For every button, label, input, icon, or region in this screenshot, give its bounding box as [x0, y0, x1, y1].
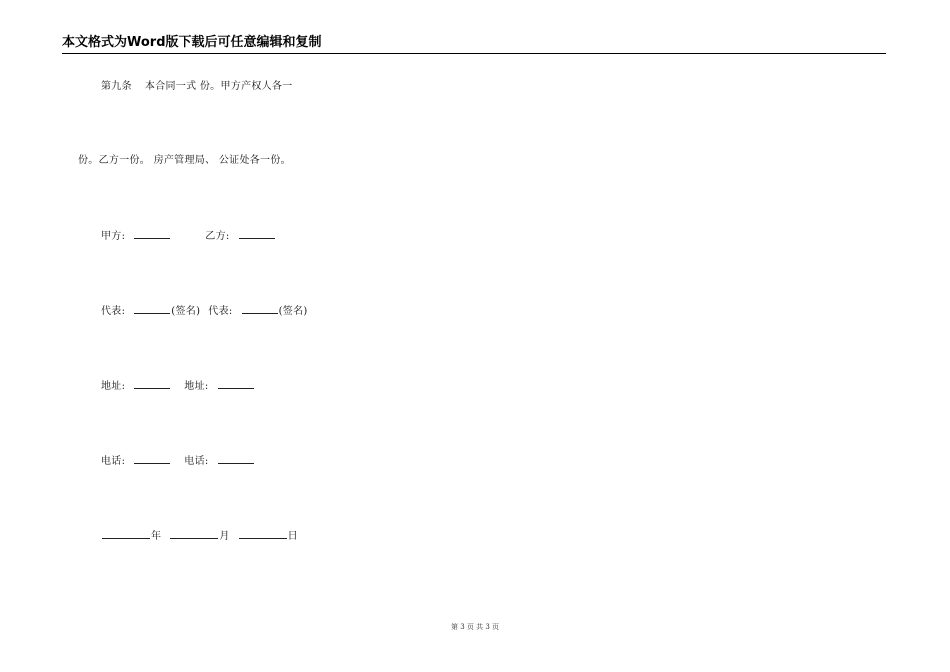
- rep-a-label: 代表:: [101, 306, 126, 317]
- copies-text: 份。乙方一份。 房产管理局、 公证处各一份。: [78, 155, 291, 166]
- phone-b-blank: [218, 454, 254, 464]
- header-title: 本文格式为Word版下载后可任意编辑和复制: [62, 35, 322, 50]
- day-label: 日: [287, 531, 298, 542]
- party-a-blank: [134, 229, 170, 239]
- article-nine-line: [101, 80, 293, 94]
- address-a-blank: [134, 379, 170, 389]
- address-a-label: 地址:: [101, 381, 126, 392]
- rep-b-blank: [242, 304, 278, 314]
- phone-a-blank: [134, 454, 170, 464]
- month-label: 月: [219, 531, 230, 542]
- page-header: [62, 35, 886, 54]
- year-blank: [102, 529, 150, 539]
- address-b-blank: [218, 379, 254, 389]
- address-line: [101, 379, 255, 394]
- page-number: 第 3 页 共 3 页: [450, 623, 500, 631]
- day-blank: [239, 529, 287, 539]
- article-text: 本合同一式 份。甲方产权人各一: [144, 81, 293, 92]
- representative-line: [101, 304, 308, 319]
- date-line: [101, 529, 298, 544]
- article-number: 第九条: [101, 81, 132, 92]
- party-b-label: 乙方:: [205, 231, 230, 242]
- year-label: 年: [151, 531, 162, 542]
- party-b-blank: [239, 229, 275, 239]
- address-b-label: 地址:: [184, 381, 209, 392]
- copies-line: [78, 154, 291, 168]
- month-blank: [170, 529, 218, 539]
- rep-a-blank: [134, 304, 170, 314]
- rep-a-sign-note: (签名): [171, 306, 201, 317]
- rep-b-label: 代表:: [208, 306, 233, 317]
- phone-line: [101, 454, 255, 469]
- rep-b-sign-note: (签名): [278, 306, 308, 317]
- phone-a-label: 电话:: [101, 456, 126, 467]
- phone-b-label: 电话:: [184, 456, 209, 467]
- party-a-label: 甲方:: [101, 231, 126, 242]
- page-footer: [0, 622, 950, 632]
- party-line: [101, 229, 276, 244]
